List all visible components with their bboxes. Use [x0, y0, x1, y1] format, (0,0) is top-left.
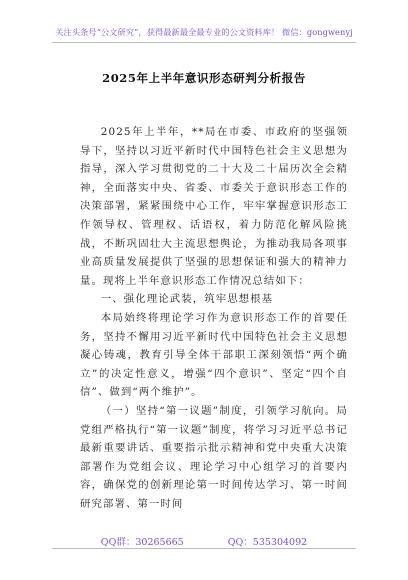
- footer-qq-number: QQ：535304092: [227, 537, 308, 548]
- section-paragraph: 本局始终将理论学习作为意识形态工作的首要任务，坚持不懈用习近平新时代中国特色社会主义思想凝心铸魂，教育引导全体干部职工深刻领悟“两个确立”的决定性意义，增强“四个意识”、坚定“四个自信”、做到“两个维护”。: [80, 311, 348, 399]
- document-body: [80, 123, 348, 513]
- subsection-paragraph: （一）坚持“第一议题”制度，引领学习航向。局党组严格执行“第一议题”制度，将学习习近平总书记最新重要讲话、重要指示批示精神和党中央重大决策部署作为党组会议、理论学习中心组学习的首要内容，确保党的创新理论第一时间传达学习、第一时间研究部署、第一时间: [80, 404, 348, 510]
- intro-paragraph: 2025年上半年，**局在市委、市政府的坚强领导下，坚持以习近平新时代中国特色社会主义思想为指导，深入学习贯彻党的二十大及二十届历次全会精神，全面落实中央、省委、市委关于意识形态工作的决策部署，紧紧围绕中心工作，牢牢掌握意识形态工作领导权、管理权、话语权，着力防范化解风险挑战，不断巩固壮大主流思想舆论，为推动我局各项事业高质量发展提供了坚强的思想保证和强大的精神力量。现将上半年意识形态工作情况总结如下：: [80, 126, 348, 287]
- footer-qq-group: QQ群：30265665: [100, 537, 184, 548]
- header-banner: 关注头条号“公文研究”，获得最新最全最专业的公文资料库！ 微信：gongwenyj: [55, 27, 353, 37]
- footer-contacts: [0, 534, 408, 548]
- header-divider: [52, 42, 356, 43]
- section-heading: 一、强化理论武装，筑牢思想根基: [100, 293, 274, 306]
- footer-divider: [52, 548, 356, 549]
- document-title: 2025年上半年意识形态研判分析报告: [102, 71, 306, 85]
